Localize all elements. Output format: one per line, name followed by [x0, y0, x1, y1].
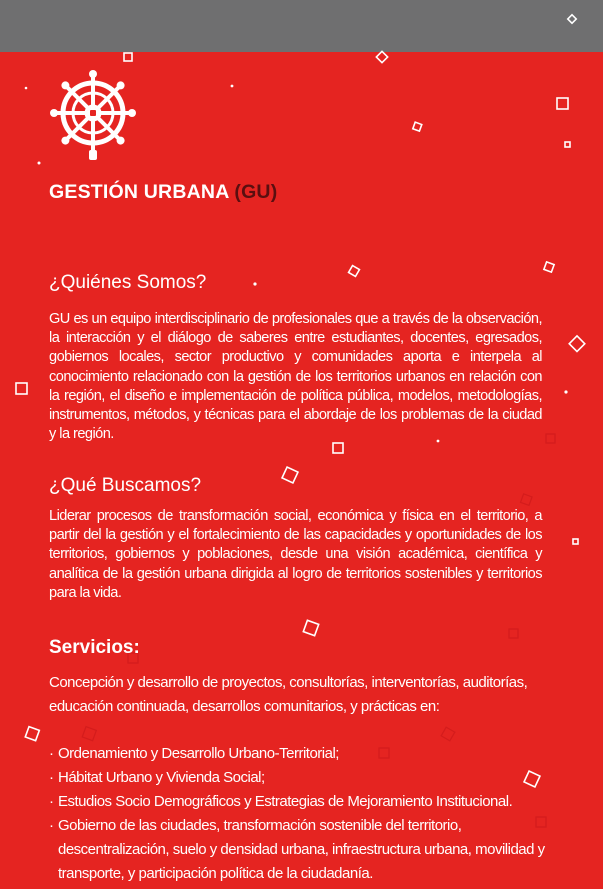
list-item: · Gobierno de las ciudades, transformación sostenible del territorio, descentralización, suelo y densidad urbana, infraestructura urbana, movilidad y transporte, y participación política de la ciudadanía.: [49, 814, 549, 886]
list-item: · Ordenamiento y Desarrollo Urbano-Territorial;: [49, 742, 549, 766]
que-buscamos-heading: ¿Qué Buscamos?: [49, 475, 202, 496]
list-item: · Estudios Socio Demográficos y Estrategias de Mejoramiento Institucional.: [49, 790, 549, 814]
top-gray-bar: [0, 0, 603, 52]
quienes-somos-text: GU es un equipo interdisciplinario de profesionales que a través de la observación, la interacción y el diálogo de saberes entre estudiantes, docentes, egresados, gobiernos locales, sector productivo y comunidades aporta e interpela al conocimiento relacionado con la gestión de los territorios urbanos en relación con la región, el diseño e implementación de política pública, modelos, metodologías, instrumentos, métodos, y técnicas para el abordaje de los problemas de la ciudad y la región.: [49, 311, 542, 443]
servicios-list: [49, 742, 549, 886]
title-main: GESTIÓN URBANA: [49, 181, 229, 203]
page-title: [49, 181, 277, 204]
quienes-somos-heading: ¿Quiénes Somos?: [49, 272, 207, 293]
ship-wheel-icon: [48, 70, 138, 162]
que-buscamos-text: Liderar procesos de transformación social, económica y física en el territorio, a partir del la gestión y el fortalecimiento de las capacidades y oportunidades de los territorios, gobiernos y poblaciones, desde una visión académica, científica y analítica de la gestión urbana dirigida al logro de territorios sostenibles y territorios para la vida.: [49, 508, 542, 601]
servicios-intro: Concepción y desarrollo de proyectos, consultorías, interventorías, auditorías, educación continuada, desarrollos comunitarios, y prácticas en:: [49, 674, 528, 715]
servicios-heading: Servicios:: [49, 637, 140, 658]
list-item: · Hábitat Urbano y Vivienda Social;: [49, 766, 549, 790]
title-abbreviation: (GU): [234, 181, 278, 203]
